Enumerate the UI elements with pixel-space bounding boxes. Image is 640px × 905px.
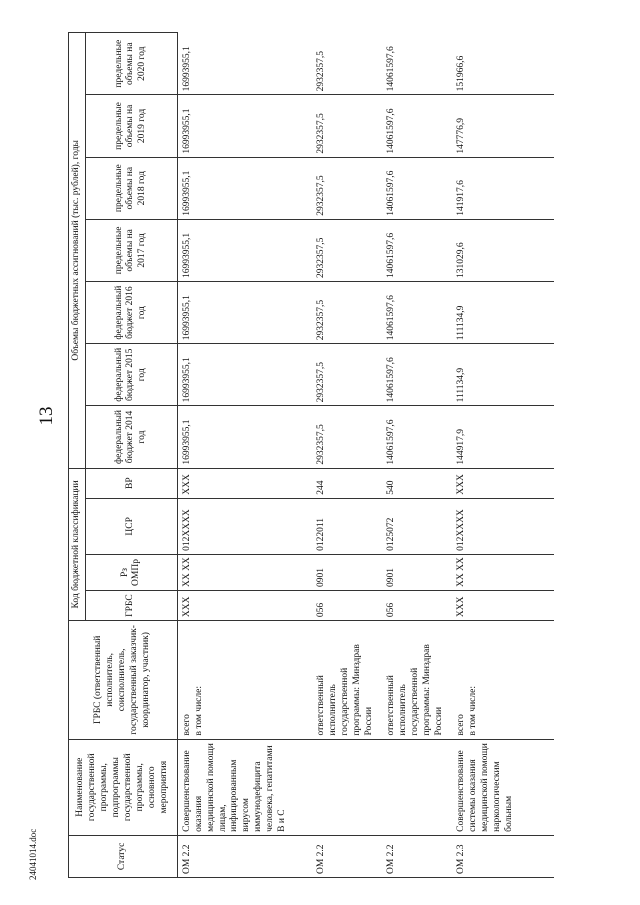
header-year-2019: предельные объемы на 2019 год <box>85 95 177 157</box>
row-value-2015: 16993955,1 <box>177 344 314 406</box>
header-year-2015: федеральный бюджет 2015 год <box>85 344 177 406</box>
row-value-2016: 14061597,6 <box>384 282 454 344</box>
rotated-table-container <box>68 32 628 878</box>
row-csr: 0122011 <box>314 498 384 554</box>
row-csr: 012XXXX <box>177 498 314 554</box>
row-value-2018: 14061597,6 <box>384 157 454 219</box>
row-value-2020: 16993955,1 <box>177 33 314 95</box>
row-grbs: всего в том числе: <box>177 621 314 739</box>
row-value-2015: 14061597,6 <box>384 344 454 406</box>
row-value-2018: 16993955,1 <box>177 157 314 219</box>
row-value-2019: 147776,9 <box>454 95 554 157</box>
row-value-2016: 2932357,5 <box>314 282 384 344</box>
row-status: ОМ 2.3 <box>454 835 554 877</box>
row-rz: 0901 <box>384 554 454 590</box>
page-number: 13 <box>36 406 57 426</box>
row-value-2014: 14061597,6 <box>384 406 454 468</box>
row-value-2017: 16993955,1 <box>177 219 314 281</box>
row-value-2020: 2932357,5 <box>314 33 384 95</box>
row-value-2016: 111134,9 <box>454 282 554 344</box>
row-csr: 012XXXX <box>454 498 554 554</box>
row-grbs: всего в том числе: <box>454 621 554 739</box>
row-grbs-code: XXX <box>177 591 314 621</box>
header-grbs-code: ГРБС <box>85 591 177 621</box>
row-status: ОМ 2.2 <box>314 835 384 877</box>
row-value-2019: 2932357,5 <box>314 95 384 157</box>
row-value-2015: 111134,9 <box>454 344 554 406</box>
header-year-2017: предельные объемы на 2017 год <box>85 219 177 281</box>
row-value-2017: 14061597,6 <box>384 219 454 281</box>
header-year-2014: федеральный бюджет 2014 год <box>85 406 177 468</box>
row-value-2017: 131029,6 <box>454 219 554 281</box>
table-row <box>384 33 454 878</box>
row-name: Совершенствование оказания медицинской помощи лицам, инфицированным вирусом иммунодефицита человека, гепатитами В и С <box>177 739 314 835</box>
row-csr: 0125072 <box>384 498 454 554</box>
row-grbs-code: XXX <box>454 591 554 621</box>
row-grbs: ответственный исполнитель государственной программы: Минздрав России <box>314 621 384 739</box>
row-value-2019: 16993955,1 <box>177 95 314 157</box>
row-value-2018: 141917,6 <box>454 157 554 219</box>
header-vr: ВР <box>85 468 177 498</box>
row-rz: XX XX <box>177 554 314 590</box>
row-vr: XXX <box>177 468 314 498</box>
row-vr: 540 <box>384 468 454 498</box>
header-rz-ompr: Рз ОМПр <box>85 554 177 590</box>
table-row <box>454 33 554 878</box>
row-value-2019: 14061597,6 <box>384 95 454 157</box>
row-grbs: ответственный исполнитель государственной программы: Минздрав России <box>384 621 454 739</box>
row-value-2015: 2932357,5 <box>314 344 384 406</box>
row-value-2014: 2932357,5 <box>314 406 384 468</box>
row-rz: 0901 <box>314 554 384 590</box>
row-value-2018: 2932357,5 <box>314 157 384 219</box>
row-value-2017: 2932357,5 <box>314 219 384 281</box>
row-status: ОМ 2.2 <box>384 835 454 877</box>
row-value-2020: 14061597,6 <box>384 33 454 95</box>
row-name <box>384 739 454 835</box>
header-program-name: Наименование государственной программы, подпрограммы государственной программы, основного мероприятия <box>69 739 178 835</box>
header-status: Статус <box>69 835 178 877</box>
row-grbs-code: 056 <box>384 591 454 621</box>
header-budget-classification-code: Код бюджетной классификации <box>69 468 86 621</box>
row-value-2014: 16993955,1 <box>177 406 314 468</box>
header-year-2020: предельные объемы на 2020 год <box>85 33 177 95</box>
row-value-2020: 151966,6 <box>454 33 554 95</box>
row-value-2014: 144917,9 <box>454 406 554 468</box>
row-name: Совершенствование системы оказания медицинской помощи наркологическим больным <box>454 739 554 835</box>
document-file-code: 24041014.doc <box>28 828 38 880</box>
header-csr: ЦСР <box>85 498 177 554</box>
header-budget-volumes: Объемы бюджетных ассигнований (тыс. рублей), годы <box>69 33 86 469</box>
row-grbs-code: 056 <box>314 591 384 621</box>
row-status: ОМ 2.2 <box>177 835 314 877</box>
header-year-2018: предельные объемы на 2018 год <box>85 157 177 219</box>
row-vr: 244 <box>314 468 384 498</box>
budget-table <box>68 32 554 878</box>
row-rz: XX XX <box>454 554 554 590</box>
row-value-2016: 16993955,1 <box>177 282 314 344</box>
table-row <box>314 33 384 878</box>
header-year-2016: федеральный бюджет 2016 год <box>85 282 177 344</box>
table-row <box>177 33 314 878</box>
header-grbs-description: ГРБС (ответственный исполнитель, соисполнитель, государственный заказчик-координатор, участник) <box>69 621 178 739</box>
row-name <box>314 739 384 835</box>
row-vr: XXX <box>454 468 554 498</box>
